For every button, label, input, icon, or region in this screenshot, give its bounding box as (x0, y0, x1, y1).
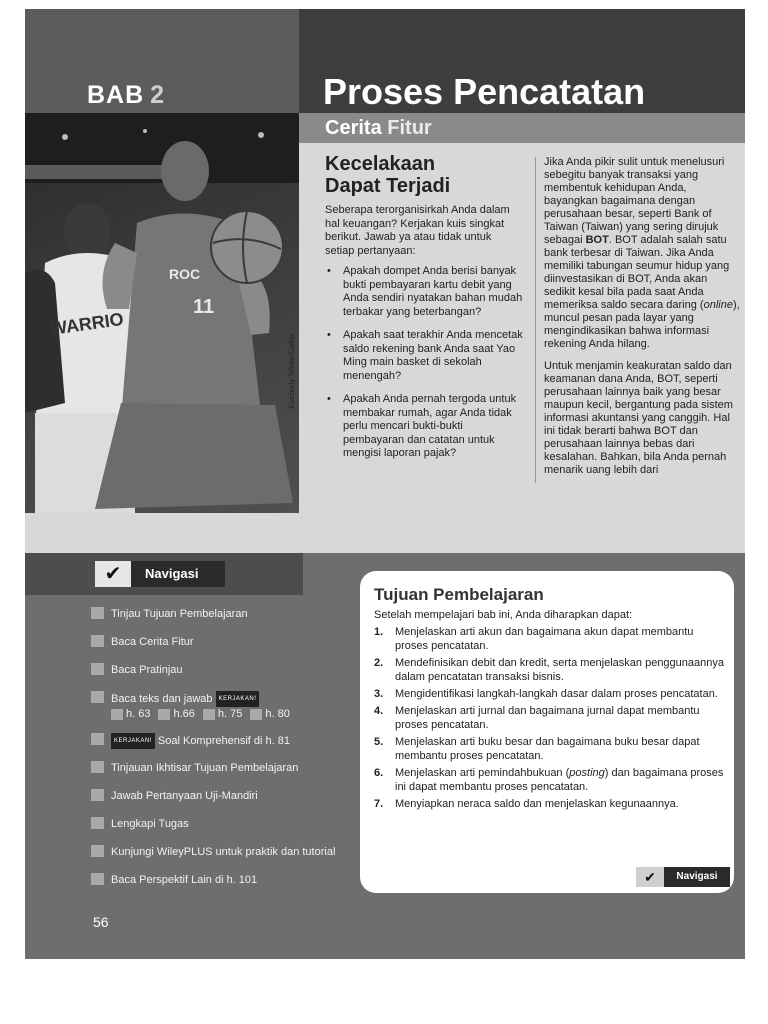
objective-item: 3. Mengidentifikasi langkah-langkah dasar dalam proses pencatatan. (374, 688, 718, 700)
kerjakan-tag: KERJAKAN! (111, 733, 155, 749)
checklist-item[interactable]: Baca Perspektif Lain di h. 101 (91, 873, 351, 901)
navigation-label: Navigasi (131, 561, 225, 587)
checkbox-icon[interactable] (91, 761, 104, 773)
objective-item: 7. Menyiapkan neraca saldo dan menjelaskan kegunaannya. (374, 798, 679, 810)
chapter-label: BAB 2 (87, 81, 166, 109)
opponent-jersey-text: WARRIO (48, 308, 125, 339)
checkbox-icon[interactable] (91, 663, 104, 675)
quiz-question: • Apakah saat terakhir Anda mencetak saldo rekening bank Anda saat Yao Ming main basket di sekolah menengah? (325, 329, 525, 383)
checkbox-icon[interactable] (91, 817, 104, 829)
objective-item: 1. Menjelaskan arti akun dan bagaimana akun dapat membantu proses pencatatan. (374, 626, 694, 652)
textbook-page (25, 9, 745, 959)
checkmark-icon: ✔ (95, 561, 131, 587)
checkbox-icon[interactable] (111, 709, 123, 720)
column-divider (535, 157, 536, 483)
checkbox-icon[interactable] (158, 709, 170, 720)
quiz-question: • Apakah dompet Anda berisi banyak bukti pembayaran kartu debit yang Anda sendiri nyatakan bahan mudah terbakar yang beterbangan? (325, 265, 525, 319)
feature-heading: Kecelakaan Dapat Terjadi (325, 153, 451, 197)
jersey-number: 11 (193, 296, 215, 318)
feature-label: Cerita Fitur (325, 117, 432, 139)
checkbox-icon[interactable] (203, 709, 215, 720)
checkbox-icon[interactable] (91, 691, 104, 703)
learning-objectives-box (360, 571, 734, 893)
page-ref[interactable]: h. 80 (250, 707, 289, 721)
page-ref[interactable]: h. 63 (111, 707, 150, 721)
checklist-item[interactable]: Tinjau Tujuan Pembelajaran (91, 607, 351, 635)
navigation-checklist (91, 607, 351, 901)
checkbox-icon[interactable] (91, 733, 104, 745)
objective-item: 5. Menjelaskan arti buku besar dan bagaimana buku besar dapat membantu proses pencatatan. (374, 736, 700, 762)
story-paragraph-2: Untuk menjamin keakuratan saldo dan keamanan dana Anda, BOT, seperti perusahaan lainnya baik yang besar maupun kecil, bergantung pada sistem informasi akuntansi yang canggih. Hal ini tidak berarti bahwa BOT dan perusahaan lainnya bebas dari kesalahan. Bahkan, bila Anda pernah menarik uang lebih dari (544, 360, 733, 476)
objectives-title: Tujuan Pembelajaran (374, 585, 544, 604)
checklist-item[interactable]: Kunjungi WileyPLUS untuk praktik dan tutorial (91, 845, 351, 873)
checkbox-icon[interactable] (250, 709, 262, 720)
checklist-item[interactable]: Baca Pratinjau (91, 663, 351, 691)
photo-credit: Kimberly White/Corbis (287, 333, 296, 409)
chapter-title: Proses Pencatatan (323, 71, 646, 112)
objective-item: 6. Menjelaskan arti pemindahbukuan (posting) dan bagaimana proses ini dapat membantu proses pencatatan. (374, 767, 724, 793)
page-ref[interactable]: h.66 (158, 707, 194, 721)
checklist-item[interactable]: Jawab Pertanyaan Uji-Mandiri (91, 789, 351, 817)
kerjakan-tag: KERJAKAN! (216, 691, 260, 707)
checklist-item[interactable]: Baca Cerita Fitur (91, 635, 351, 663)
checkbox-icon[interactable] (91, 789, 104, 801)
basketball-photo (25, 113, 299, 513)
objectives-list (374, 625, 726, 814)
page-number: 56 (93, 914, 109, 930)
story-paragraph-1: Jika Anda pikir sulit untuk menelusuri sebegitu banyak transaksi yang membentuk kehidupan Anda, bayangkan bagaimana dengan perusahaan besar, seperti Bank of Taiwan (Taiwan) yang sering dirujuk sebagai BOT. BOT adalah salah satu bank terbesar di Taiwan. Jika Anda memiliki tabungan seumur hidup yang diinvestasikan di BOT, Anda akan sedikit kesal bila pada saat Anda memeriksa saldo secara daring (online), muncul pesan pada layar yang mengindikasikan bahwa informasi rekening Anda hilang. (544, 156, 740, 350)
quiz-questions (325, 265, 525, 471)
checkmark-icon: ✔ (636, 867, 664, 887)
objective-item: 4. Menjelaskan arti jurnal dan bagaimana jurnal dapat membantu proses pencatatan. (374, 705, 700, 731)
jersey-text: ROC (169, 266, 201, 282)
checkbox-icon[interactable] (91, 845, 104, 857)
objectives-intro: Setelah mempelajari bab ini, Anda diharapkan dapat: (374, 609, 633, 621)
feature-intro: Seberapa terorganisirkah Anda dalam hal keuangan? Kerjakan kuis singkat berikut. Jawab ya atau tidak untuk setiap pertanyaan: (325, 204, 510, 257)
checklist-item[interactable]: Lengkapi Tugas (91, 817, 351, 845)
navigation-button-label: Navigasi (664, 867, 730, 887)
checklist-item[interactable]: Tinjauan Ikhtisar Tujuan Pembelajaran (91, 761, 351, 789)
objective-item: 2. Mendefinisikan debit dan kredit, serta menjelaskan penggunaannya dalam pencatatan transaksi bisnis. (374, 657, 724, 683)
checkbox-icon[interactable] (91, 873, 104, 885)
checkbox-icon[interactable] (91, 607, 104, 619)
checkbox-icon[interactable] (91, 635, 104, 647)
basketball-players-illustration (25, 113, 299, 513)
quiz-question: • Apakah Anda pernah tergoda untuk membakar rumah, agar Anda tidak perlu mencari bukti-bukti pembayaran dan catatan untuk mengisi laporan pajak? (325, 393, 525, 461)
checklist-item[interactable]: Baca teks dan jawab KERJAKAN! h. 63 h.66 h. 75 h. 80 (91, 691, 351, 733)
page-ref[interactable]: h. 75 (203, 707, 242, 721)
feature-story-column (544, 156, 740, 486)
checklist-item[interactable]: KERJAKAN! Soal Komprehensif di h. 81 (91, 733, 351, 761)
